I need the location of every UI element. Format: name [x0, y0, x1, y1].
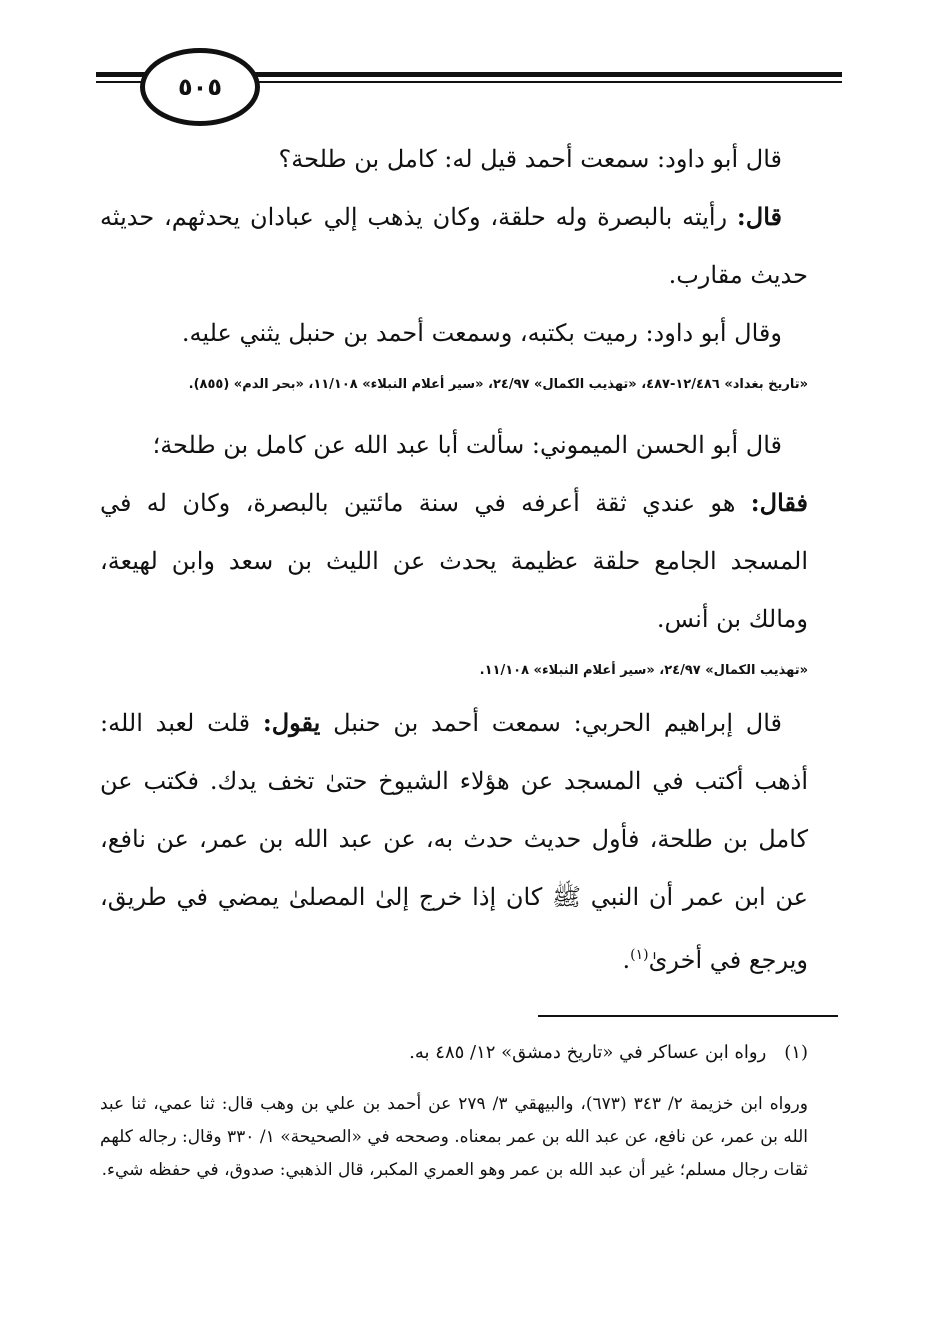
footnote-number: (١) [784, 1042, 808, 1063]
paragraph [100, 694, 808, 989]
paragraph-text: رأيته بالبصرة وله حلقة، وكان يذهب إلي عبادان يحدثهم، حديثه حديث مقارب. [100, 203, 808, 289]
paragraph: قال أبو داود: سمعت أحمد قيل له: كامل بن طلحة؟ [278, 145, 782, 173]
footnote-marker: (١) [630, 947, 649, 963]
paragraph: قال أبو الحسن الميموني: سألت أبا عبد الله عن كامل بن طلحة؛ [152, 431, 782, 459]
footnotes [100, 1032, 808, 1187]
page-body [100, 130, 808, 989]
paragraph-end: . [622, 946, 631, 974]
paragraph: وقال أبو داود: رميت بكتبه، وسمعت أحمد بن حنبل يثني عليه. [181, 319, 782, 347]
paragraph-text: قلت لعبد الله: أذهب أكتب في المسجد عن هؤلاء الشيوخ حتىٰ تخف يدك. فكتب عن كامل بن طلحة، فأول حديث حدث به، عن عبد الله بن عمر، عن نافع، عن ابن عمر أن النبي ﷺ كان إذا خرج إلىٰ المصلىٰ يمضي في طريق، ويرجع في أخرىٰ [100, 709, 809, 974]
page-number: ٥٠٥ [140, 48, 260, 126]
paragraph [100, 474, 808, 648]
speaker-label: قال: [736, 202, 782, 231]
paragraph-text: هو عندي ثقة أعرفه في سنة مائتين بالبصرة، وكان له في المسجد الجامع حلقة عظيمة يحدث عن الليث بن سعد وابن لهيعة، ومالك بن أنس. [100, 489, 808, 633]
footnote-continuation: ورواه ابن خزيمة ٢/ ٣٤٣ (٦٧٣)، والبيهقي ٣/ ٢٧٩ عن أحمد بن علي بن وهب قال: ثنا عمي، ثنا عبد الله بن عمر، عن نافع، عن عبد الله بن عمر بمعناه. وصححه في «الصحيحة» ١/ ٣٣٠ وقال: رجاله كلهم ثقات رجال مسلم؛ غير أن عبد الله بن عمر وهو العمري المكبر، قال الذهبي: صدوق، في حفظه شيء. [100, 1094, 808, 1180]
paragraph-text: قال إبراهيم الحربي: سمعت أحمد بن حنبل [320, 709, 782, 737]
source-citation: «تاريخ بغداد» ١٢/٤٨٦-٤٨٧، «تهذيب الكمال» ٢٤/٩٧، «سير أعلام النبلاء» ١١/١٠٨، «بحر الدم» (٨٥٥). [188, 377, 808, 392]
footnote [100, 1032, 808, 1074]
footnote-separator [538, 1015, 838, 1017]
speaker-verb: يقول: [262, 708, 321, 737]
source-citation: «تهذيب الكمال» ٢٤/٩٧، «سير أعلام النبلاء» ١١/١٠٨. [479, 663, 808, 678]
paragraph [100, 188, 808, 304]
speaker-label: فقال: [750, 488, 808, 517]
page-header [96, 48, 842, 134]
footnote-text: رواه ابن عساكر في «تاريخ دمشق» ١٢/ ٤٨٥ به. [409, 1042, 767, 1063]
